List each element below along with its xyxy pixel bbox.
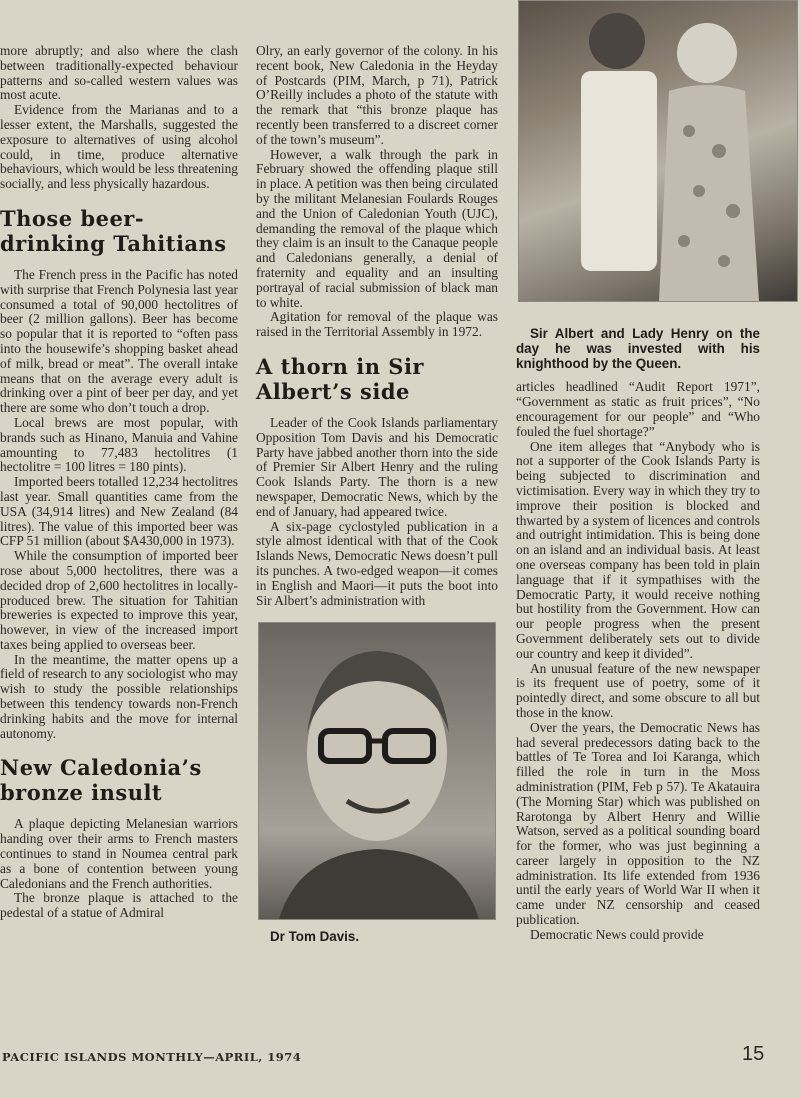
paragraph: An unusual feature of the new newspaper is its frequent use of poetry, some of it pointedly direct, and some obscure to all but those in the know. [516,660,760,720]
photo-tom-davis [258,622,496,920]
footer-masthead: PACIFIC ISLANDS MONTHLY—APRIL, 1974 [2,1050,302,1064]
photo-sir-albert-henry [518,0,798,302]
paragraph: However, a walk through the park in February showed the offending plaque still in place. A petition was then being circulated by the militant Melanesian Foulards Rouges and the Union of Caledonian Youth (UJC), demanding the removal of the plaque which they claim is an insult to the Canaque people and Caledonians generally, a denial of fraternity and equality and an insulting portrayal of racial submission of black man to white. [256,146,498,310]
paragraph: more abruptly; and also where the clash between traditionally-expected behaviour patterns and so-called western values was most acute. [0,43,238,103]
portrait-illustration [259,623,495,919]
couple-illustration [519,1,797,301]
photo-caption: Sir Albert and Lady Henry on the day he was invested with his knighthood by the Queen. [516,326,760,371]
paragraph: Imported beers totalled 12,234 hectolitres last year. Small quantities came from the USA (34,914 litres) and New Zealand (84 litres). The value of this imported beer was CFP 51 million (about $A430,000 in 1973). [0,474,238,549]
paragraph: Olry, an early governor of the colony. In his recent book, New Caledonia in the Heyday of Postcards (PIM, March, p 71), Patrick O’Reilly includes a photo of the statute with the remark that “this bronze plaque has recently been transferred to a discreet corner of the town’s museum”. [256,43,498,147]
paragraph: Leader of the Cook Islands parliamentary Opposition Tom Davis and his Democratic Party have jabbed another thorn into the side of Premier Sir Albert Henry and the ruling Cook Islands Party. The thorn is a new newspaper, Democratic News, which by the end of January, had appeared twice. [256,414,498,519]
paragraph: One item alleges that “Anybody who is not a supporter of the Cook Islands Party is being subjected to discrimination and victimisation. Every way in which they try to improve their position is blocked and thwarted by a system of licences and controls and outright intimidation. This is being done on an island and an individual basis. At least one overseas company has been told in plain language that if it sympathises with the Democratic Party, it would receive nothing but hostility from the Government. How can our people progress when the present Government deliberately sets out to divide our country and keep it divided”. [516,438,760,661]
paragraph: A plaque depicting Melanesian warriors handing over their arms to French masters continues to stand in Noumea central park as a bone of contention between young Caledonians and the French authorities. [0,816,238,891]
headline-tahitians: Those beer-drinking Tahitians [0,205,227,256]
column-right [516,0,760,943]
photo-caption: Dr Tom Davis. [270,929,360,945]
paragraph: While the consumption of imported beer rose about 5,000 hectolitres, there was a decided drop of 2,600 hectolitres in locally-produced brew. The situation for Tahitian breweries is expected to improve this year, however, in view of the increased import taxes being applied to overseas beer. [0,548,238,652]
headline-thorn: A thorn in Sir Albert’s side [256,353,424,404]
column-left [0,0,238,921]
headline-new-caledonia: New Caledonia’s bronze insult [0,755,202,806]
paragraph: Evidence from the Marianas and to a lesser extent, the Marshalls, suggested the exposure to alternatives of using alcohol could, in time, produce alternative behaviours, which would be less threatening socially, and less physically hazardous. [0,102,238,192]
paragraph: The French press in the Pacific has noted with surprise that French Polynesia last year consumed a total of 90,000 hectolitres of beer (2 million gallons). Beer has become so popular that it is reported to “often pass into the housewife’s shopping basket ahead of milk, bread or meat”. The overall intake means that on the average every adult is drinking over a pint of beer per day, and yet there are some who don’t touch a drop. [0,266,238,416]
paragraph: The bronze plaque is attached to the pedestal of a statue of Admiral [0,890,238,921]
paragraph: Over the years, the Democratic News has had several predecessors dating back to the battles of Te Torea and Ioi Karanga, which filled the role in turn in the Moss administration (PIM, Feb p 57). Te Akatauira (The Morning Star) which was published on Rarotonga by Albert Henry and Willie Watson, served as a political sounding board for the former, who was just beginning a career largely in opposition to the NZ administration. Its life extended from 1936 until the early years of World War II when it came under NZ censorship and ceased publication. [516,719,760,928]
page-number: 15 [742,1043,765,1065]
paragraph: Agitation for removal of the plaque was raised in the Territorial Assembly in 1972. [256,309,498,340]
column-middle [256,0,498,945]
paragraph: A six-page cyclostyled publication in a style almost identical with that of the Cook Islands News, Democratic News doesn’t pull its punches. A two-edged weapon—it comes in English and Maori—it puts the boot into Sir Albert’s administration with [256,518,498,608]
paragraph: articles headlined “Audit Report 1971”, “Government as static as fruit prices”, “No encouragement for our people” and “Who fouled the fuel shortage?” [516,379,760,439]
paragraph: Local brews are most popular, with brands such as Hinano, Manuia and Vahine amounting to 77,483 hectolitres (1 hectolitre = 100 litres = 180 pints). [0,414,238,475]
paragraph: In the meantime, the matter opens up a field of research to any sociologist who may wish to study the possible relationships between this tendency towards non-French drinking habits and the move for internal autonomy. [0,651,238,741]
paragraph: Democratic News could provide [530,926,704,942]
